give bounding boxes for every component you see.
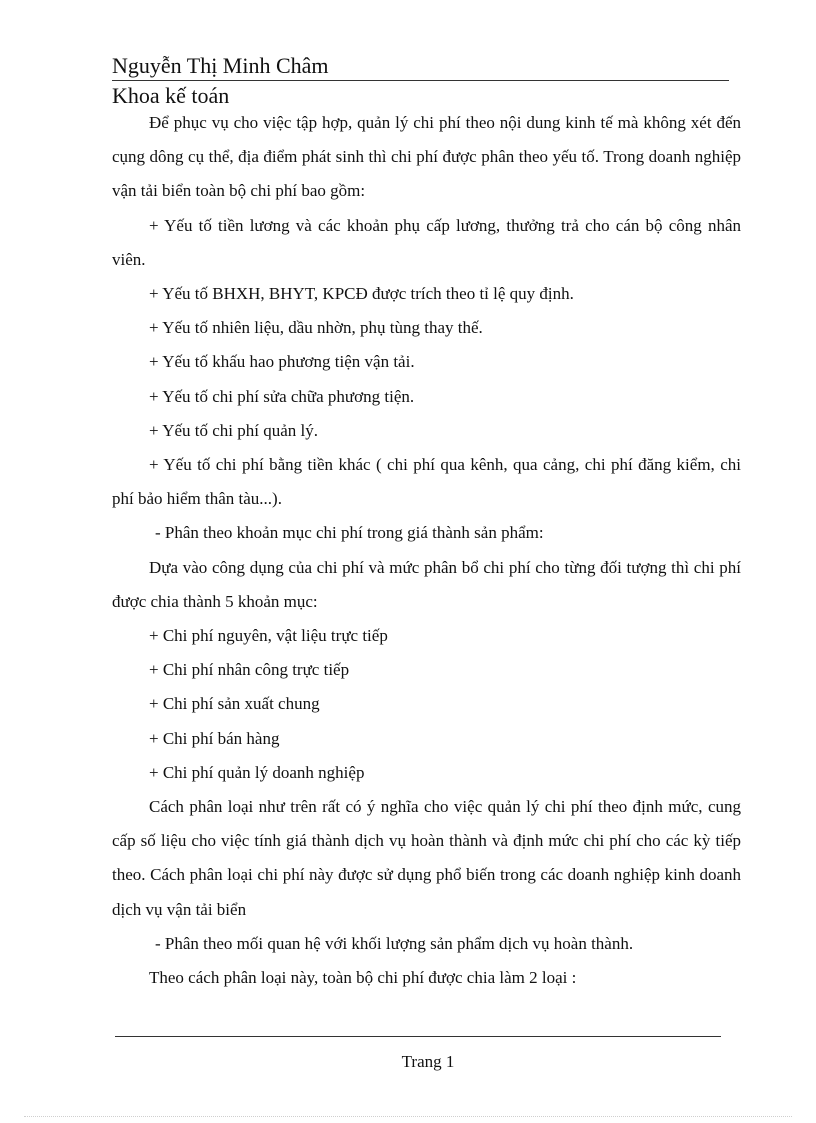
section-heading-volume-relation: - Phân theo mối quan hệ với khối lượng sản phẩm dịch vụ hoàn thành. [155,933,634,953]
list-item-selling: + Chi phí bán hàng [149,728,280,748]
list-item-repair: + Yếu tố chi phí sửa chữa phương tiện. [149,386,415,406]
list-item-admin: + Chi phí quản lý doanh nghiệp [149,762,365,782]
list-item-insurance: + Yếu tố BHXH, BHYT, KPCĐ được trích theo tỉ lệ quy định. [149,284,574,304]
paragraph-two-types: Theo cách phân loại này, toàn bộ chi phí được chia làm 2 loại : [149,968,577,988]
page-number: Trang 1 [401,1052,455,1071]
list-item-other-cash: + Yếu tố chi phí bằng tiền khác ( chi phí qua kênh, qua cảng, chi phí đăng kiểm, chi phí bảo hiểm thân tàu...). [112,455,741,509]
header-department: Khoa kế toán [112,83,230,108]
list-item-materials: + Chi phí nguyên, vật liệu trực tiếp [149,626,388,646]
list-item-labor: + Chi phí nhân công trực tiếp [149,660,350,680]
paragraph-intro: Để phục vụ cho việc tập hợp, quản lý chi phí theo nội dung kinh tế mà không xét đến cụng dông cụ thể, địa điểm phát sinh thì chi phí được phân theo yếu tố. Trong doanh nghiệp vận tải biển toàn bộ chi phí bao gồm: [112,113,741,201]
section-heading-cost-items: - Phân theo khoản mục chi phí trong giá thành sản phẩm: [155,523,544,543]
list-item-depreciation: + Yếu tố khấu hao phương tiện vận tải. [149,352,415,372]
list-item-salary: + Yếu tố tiền lương và các khoản phụ cấp lương, thưởng trả cho cán bộ công nhân viên. [112,215,741,269]
list-item-fuel: + Yếu tố nhiên liệu, dầu nhờn, phụ tùng thay thế. [149,318,483,338]
page-boundary [24,1116,792,1117]
header-divider [112,80,729,81]
header-author-name: Nguyễn Thị Minh Châm [112,53,329,78]
list-item-overhead: + Chi phí sản xuất chung [149,694,320,714]
paragraph-classification-meaning: Cách phân loại như trên rất có ý nghĩa cho việc quản lý chi phí theo định mức, cung cấp số liệu cho việc tính giá thành dịch vụ hoàn thành và định mức chi phí cho các kỳ tiếp theo. Cách phân loại chi phí này được sử dụng phổ biến trong các doanh nghiệp kinh doanh dịch vụ vận tải biển [112,797,741,919]
paragraph-cost-items: Dựa vào công dụng của chi phí và mức phân bổ chi phí cho từng đối tượng thì chi phí được chia thành 5 khoản mục: [112,557,741,611]
document-body [112,106,741,995]
footer-divider [115,1036,721,1037]
list-item-management: + Yếu tố chi phí quản lý. [149,420,319,440]
